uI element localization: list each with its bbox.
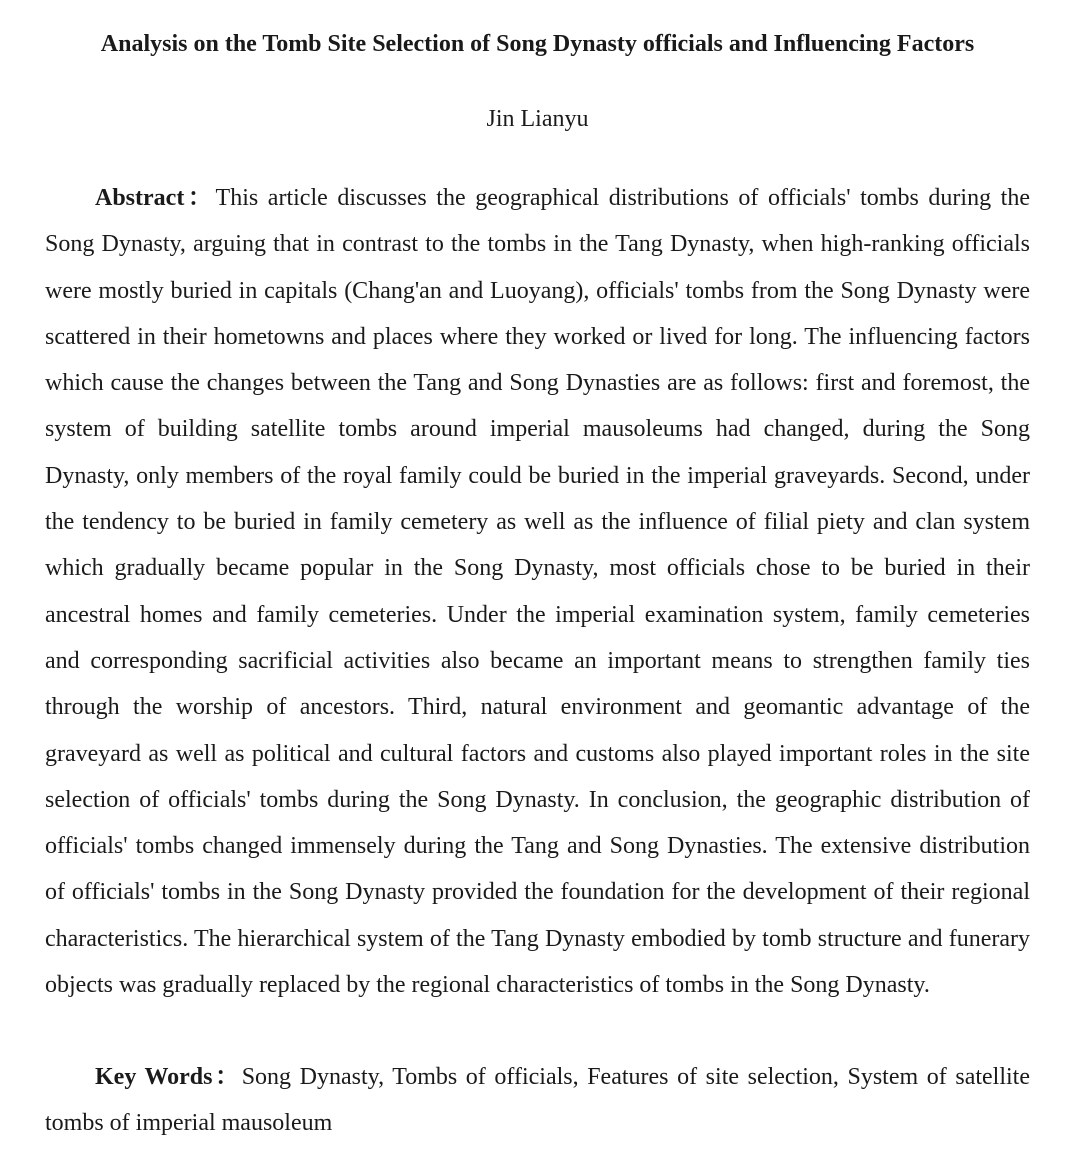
paper-author: Jin Lianyu: [486, 106, 589, 132]
paper-title: Analysis on the Tomb Site Selection of Song Dynasty officials and Influencing Factors: [100, 31, 975, 57]
abstract-label: Abstract：: [95, 185, 216, 211]
abstract-paragraph: [45, 175, 1030, 1008]
keywords-text: Song Dynasty, Tombs of officials, Features of site selection, System of satellite tombs of imperial mausoleum: [45, 1064, 1030, 1137]
keywords-label: Key Words：: [95, 1064, 242, 1090]
keywords-paragraph: [45, 1054, 1030, 1147]
abstract-text: This article discusses the geographical distributions of officials' tombs during the Song Dynasty, arguing that in contrast to the tombs in the Tang Dynasty, when high-ranking officials were mostly buried in capitals (Chang'an and Luoyang), officials' tombs from the Song Dynasty were scattered in their hometowns and places where they worked or lived for long. The influencing factors which cause the changes between the Tang and Song Dynasties are as follows: first and foremost, the system of building satellite tombs around imperial mausoleums had changed, during the Song Dynasty, only members of the royal family could be buried in the imperial graveyards. Second, under the tendency to be buried in family cemetery as well as the influence of filial piety and clan system which gradually became popular in the Song Dynasty, most officials chose to be buried in their ancestral homes and family cemeteries. Under the imperial examination system, family cemeteries and corresponding sacrificial activities also became an important means to strengthen family ties through the worship of ancestors. Third, natural environment and geomantic advantage of the graveyard as well as political and cultural factors and customs also played important roles in the site selection of officials' tombs during the Song Dynasty. In conclusion, the geographic distribution of officials' tombs changed immensely during the Tang and Song Dynasties. The extensive distribution of officials' tombs in the Song Dynasty provided the foundation for the development of their regional characteristics. The hierarchical system of the Tang Dynasty embodied by tomb structure and funerary objects was gradually replaced by the regional characteristics of tombs in the Song Dynasty.: [45, 185, 1030, 999]
